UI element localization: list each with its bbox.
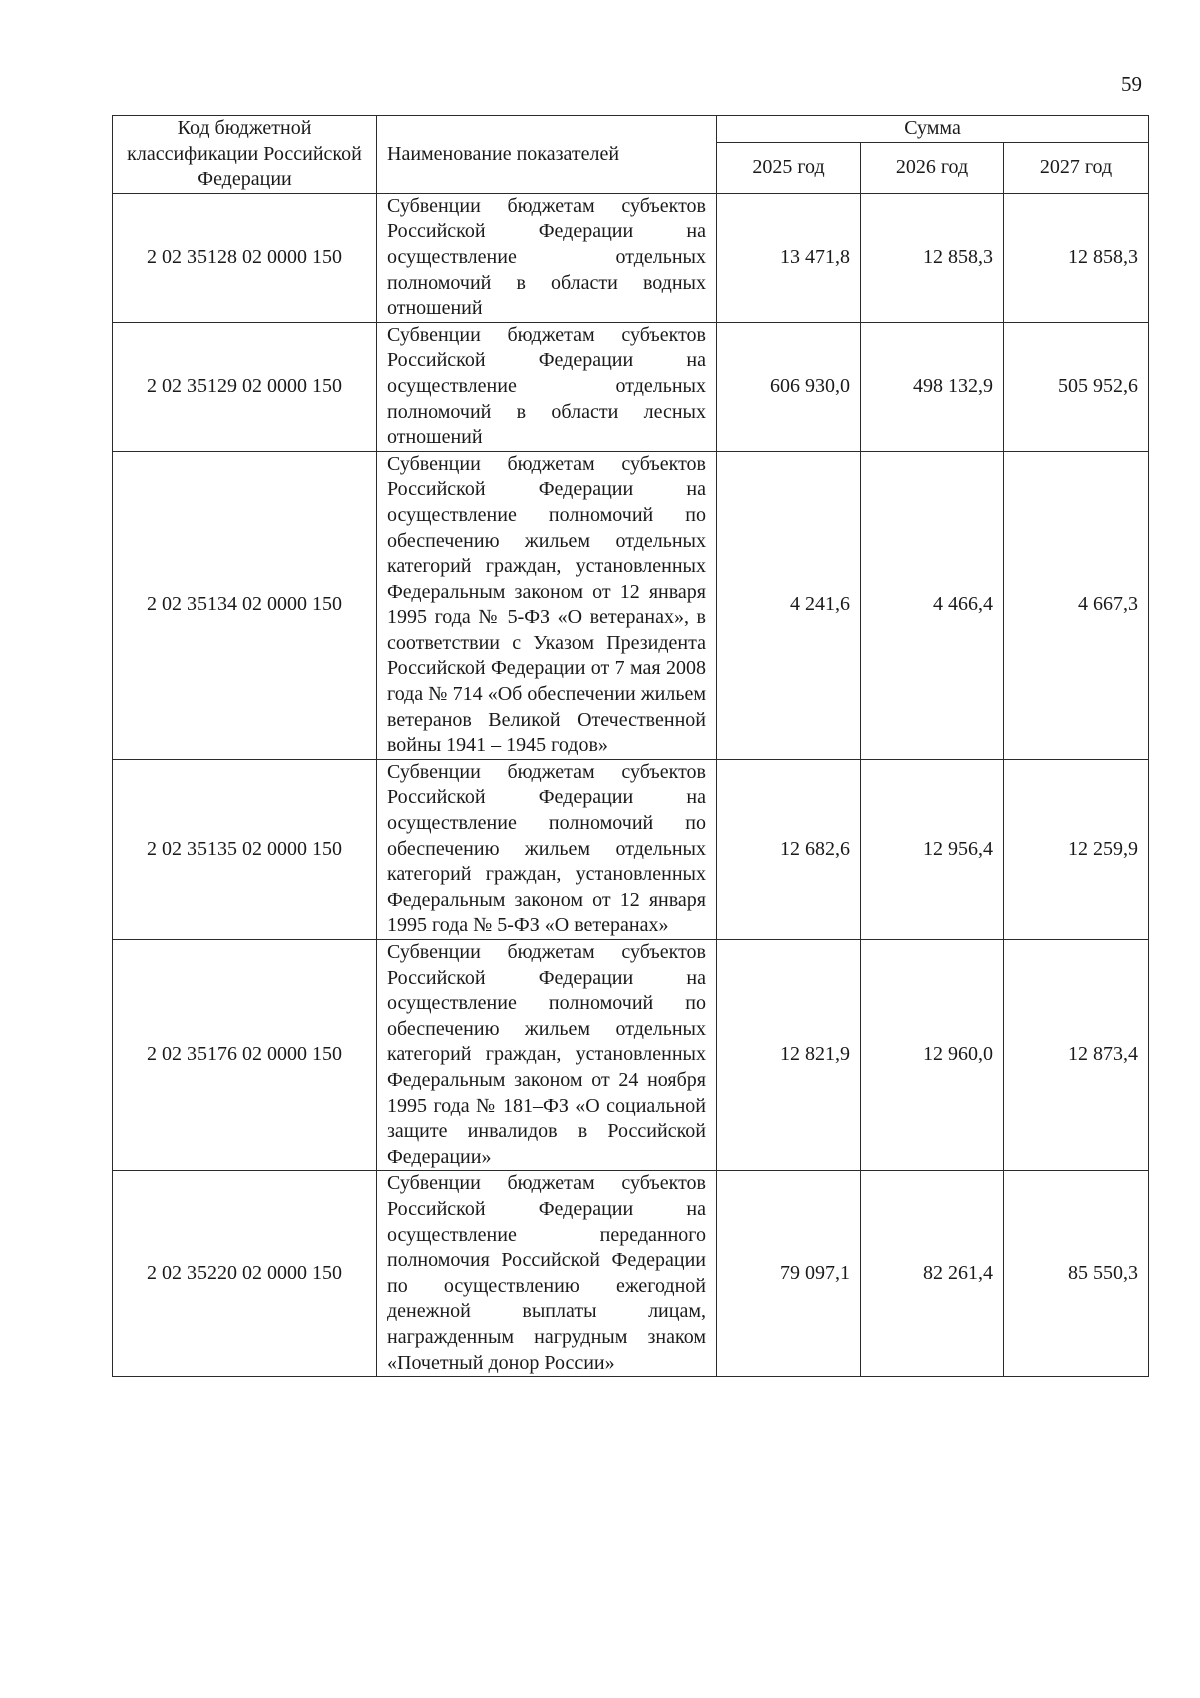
budget-code: 2 02 35220 02 0000 150 (113, 1171, 377, 1377)
amount-2025: 4 241,6 (717, 451, 861, 759)
budget-code: 2 02 35134 02 0000 150 (113, 451, 377, 759)
indicator-name: Субвенции бюджетам субъектов Российской Федерации на осуществление полномочий по обеспечению жильем отдельных категорий граждан, установленных Федеральным законом от 12 января 1995 года № 5-ФЗ «О ветеранах» (377, 759, 717, 939)
amount-2026: 12 956,4 (861, 759, 1004, 939)
table-row (113, 1171, 1149, 1377)
budget-code: 2 02 35176 02 0000 150 (113, 940, 377, 1171)
table-row (113, 451, 1149, 759)
amount-2026: 82 261,4 (861, 1171, 1004, 1377)
table-row (113, 193, 1149, 322)
header-year-2025: 2025 год (717, 143, 861, 194)
table-row (113, 322, 1149, 451)
amount-2025: 13 471,8 (717, 193, 861, 322)
amount-2025: 606 930,0 (717, 322, 861, 451)
amount-2027: 4 667,3 (1004, 451, 1149, 759)
amount-2026: 12 858,3 (861, 193, 1004, 322)
amount-2026: 498 132,9 (861, 322, 1004, 451)
budget-code: 2 02 35135 02 0000 150 (113, 759, 377, 939)
budget-code: 2 02 35128 02 0000 150 (113, 193, 377, 322)
amount-2025: 79 097,1 (717, 1171, 861, 1377)
header-year-2027: 2027 год (1004, 143, 1149, 194)
header-sum: Сумма (717, 116, 1149, 143)
indicator-name: Субвенции бюджетам субъектов Российской Федерации на осуществление полномочий по обеспечению жильем отдельных категорий граждан, установленных Федеральным законом от 24 ноября 1995 года № 181–ФЗ «О социальной защите инвалидов в Российской Федерации» (377, 940, 717, 1171)
amount-2026: 12 960,0 (861, 940, 1004, 1171)
header-row (113, 116, 1149, 143)
amount-2027: 12 259,9 (1004, 759, 1149, 939)
table-row (113, 940, 1149, 1171)
budget-code: 2 02 35129 02 0000 150 (113, 322, 377, 451)
amount-2027: 505 952,6 (1004, 322, 1149, 451)
page-number: 59 (1121, 72, 1142, 96)
header-code: Код бюджетной классификации Российской Федерации (113, 116, 377, 194)
budget-table (112, 115, 1149, 1377)
amount-2026: 4 466,4 (861, 451, 1004, 759)
header-name: Наименование показателей (377, 116, 717, 194)
amount-2025: 12 682,6 (717, 759, 861, 939)
indicator-name: Субвенции бюджетам субъектов Российской Федерации на осуществление отдельных полномочий в области лесных отношений (377, 322, 717, 451)
amount-2027: 12 873,4 (1004, 940, 1149, 1171)
amount-2027: 12 858,3 (1004, 193, 1149, 322)
header-year-2026: 2026 год (861, 143, 1004, 194)
amount-2025: 12 821,9 (717, 940, 861, 1171)
amount-2027: 85 550,3 (1004, 1171, 1149, 1377)
indicator-name: Субвенции бюджетам субъектов Российской Федерации на осуществление отдельных полномочий в области водных отношений (377, 193, 717, 322)
indicator-name: Субвенции бюджетам субъектов Российской Федерации на осуществление переданного полномочия Российской Федерации по осуществлению ежегодной денежной выплаты лицам, награжденным нагрудным знаком «Почетный донор России» (377, 1171, 717, 1377)
indicator-name: Субвенции бюджетам субъектов Российской Федерации на осуществление полномочий по обеспечению жильем отдельных категорий граждан, установленных Федеральным законом от 12 января 1995 года № 5-ФЗ «О ветеранах», в соответствии с Указом Президента Российской Федерации от 7 мая 2008 года № 714 «Об обеспечении жильем ветеранов Великой Отечественной войны 1941 – 1945 годов» (377, 451, 717, 759)
table-row (113, 759, 1149, 939)
